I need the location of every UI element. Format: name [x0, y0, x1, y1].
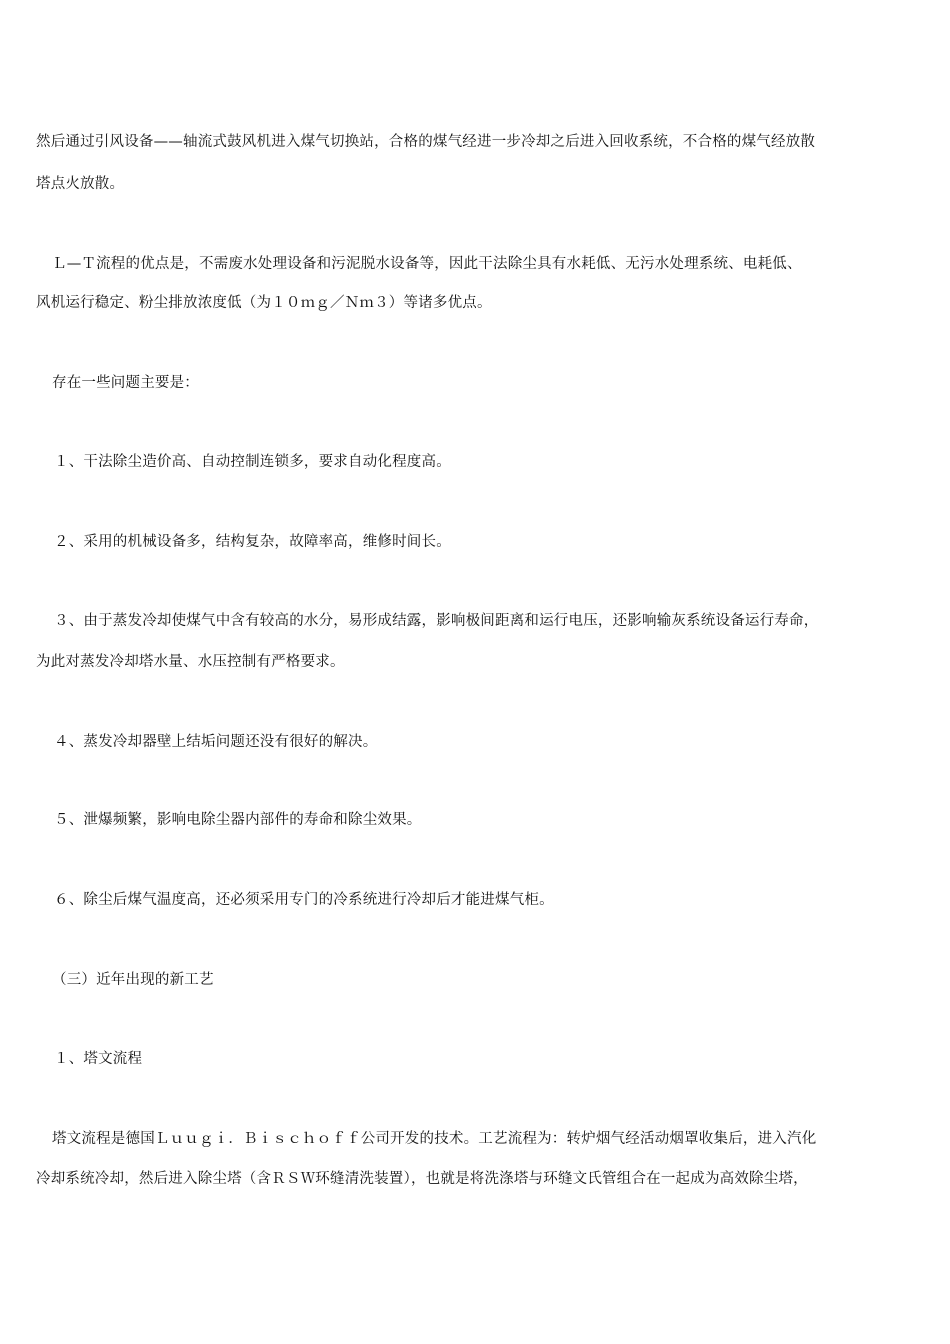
- problem-item-3-line-1: ３、由于蒸发冷却使煤气中含有较高的水分，易形成结露，影响极间距离和运行电压，还影响输灰系统设备运行寿命，: [54, 613, 819, 629]
- paragraph-1-line-2: 塔点火放散。: [36, 176, 125, 192]
- problem-item-4: ４、蒸发冷却器壁上结垢问题还没有很好的解决。: [54, 734, 378, 750]
- subsection-heading: １、塔文流程: [54, 1051, 143, 1067]
- problem-item-5: ５、泄爆频繁，影响电除尘器内部件的寿命和除尘效果。: [54, 812, 422, 828]
- problems-intro: 存在一些问题主要是：: [52, 375, 199, 391]
- problem-item-2: ２、采用的机械设备多，结构复杂，故障率高，维修时间长。: [54, 534, 451, 550]
- problem-item-3-line-2: 为此对蒸发冷却塔水量、水压控制有严格要求。: [36, 654, 345, 670]
- problem-item-1: １、干法除尘造价高、自动控制连锁多，要求自动化程度高。: [54, 454, 451, 470]
- paragraph-2-line-1: Ｌ—Ｔ流程的优点是，不需废水处理设备和污泥脱水设备等，因此干法除尘具有水耗低、无污水处理系统、电耗低、: [52, 256, 802, 272]
- tower-process-line-1: 塔文流程是德国Ｌｕｕｇｉ．Ｂｉｓｃｈｏｆｆ公司开发的技术。工艺流程为：转炉烟气经活动烟罩收集后，进入汽化: [52, 1131, 817, 1147]
- tower-process-line-2: 冷却系统冷却，然后进入除尘塔（含ＲＳＷ环缝清洗装置），也就是将洗涤塔与环缝文氏管组合在一起成为高效除尘塔，: [36, 1171, 808, 1187]
- problem-item-6: ６、除尘后煤气温度高，还必须采用专门的冷系统进行冷却后才能进煤气柜。: [54, 892, 554, 908]
- paragraph-2-line-2: 风机运行稳定、粉尘排放浓度低（为１０ｍｇ／Ｎｍ３）等诸多优点。: [36, 295, 492, 311]
- section-heading: （三）近年出现的新工艺: [52, 972, 214, 988]
- paragraph-1-line-1: 然后通过引风设备——轴流式鼓风机进入煤气切换站，合格的煤气经进一步冷却之后进入回收系统，不合格的煤气经放散: [36, 134, 816, 150]
